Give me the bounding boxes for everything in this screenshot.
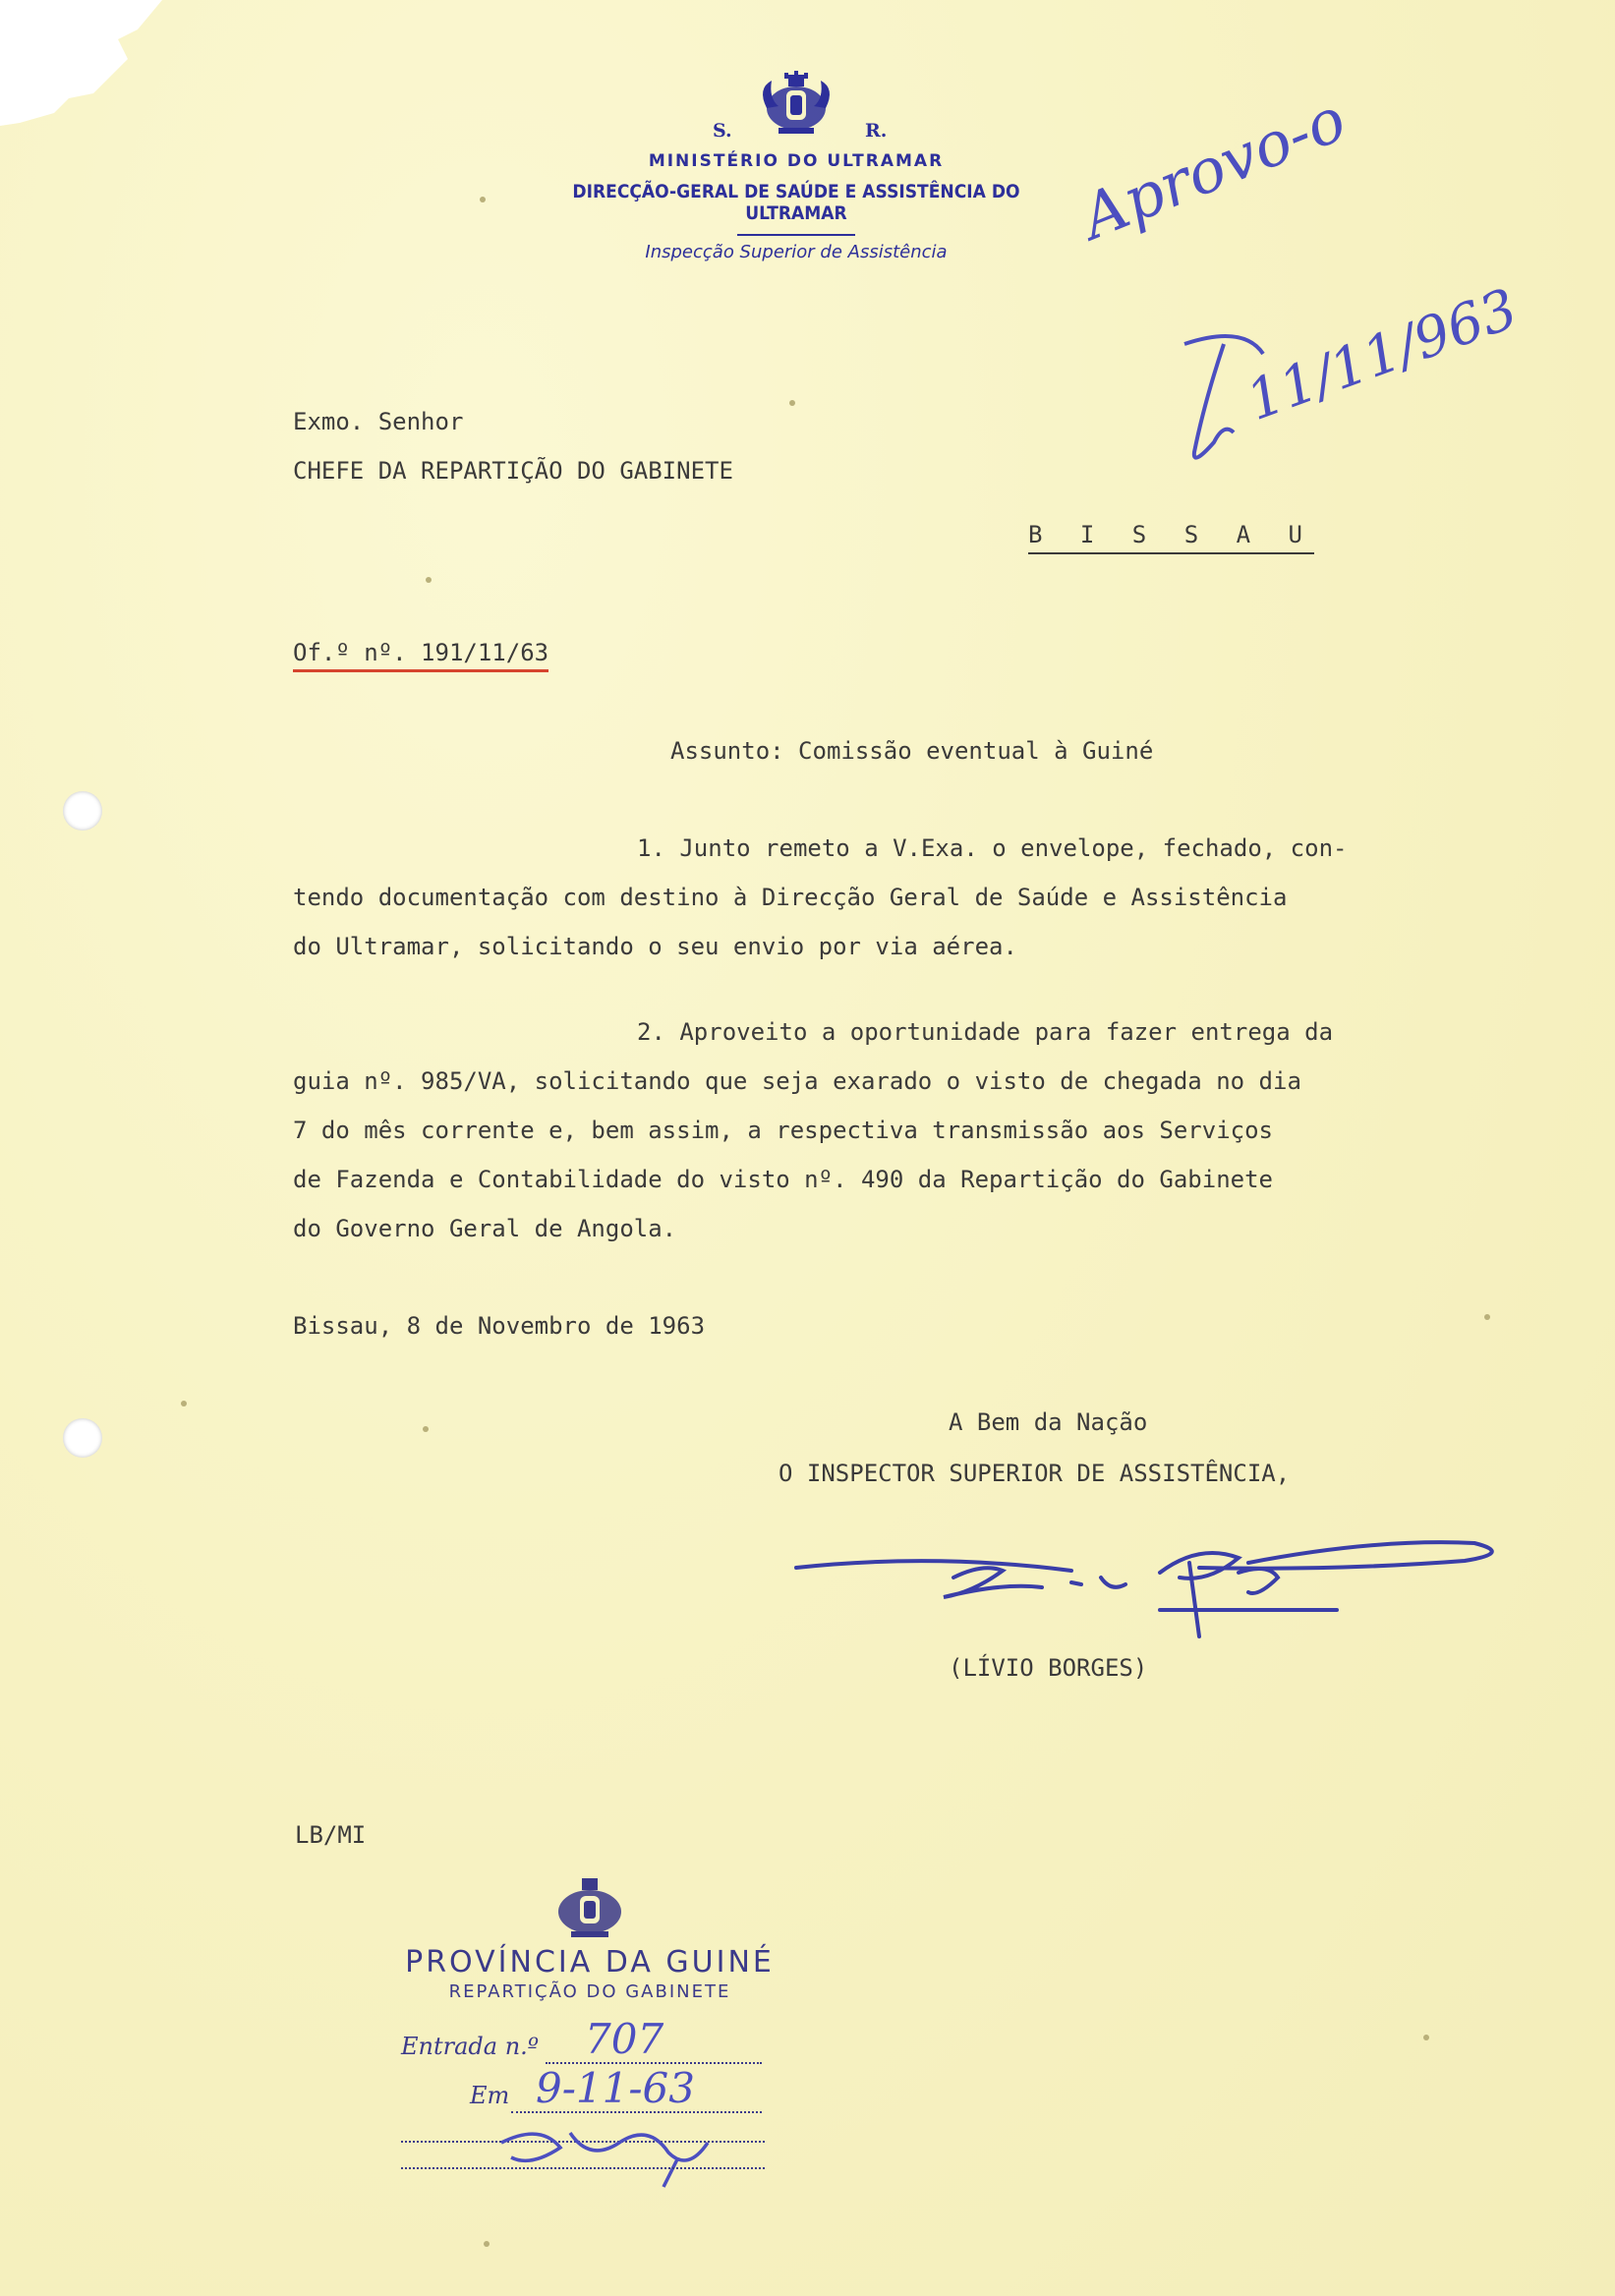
paragraph-2-line-5: do Governo Geral de Angola. [293,1215,677,1242]
letterhead-directorate: DIRECÇÃO-GERAL DE SAÚDE E ASSISTÊNCIA DO ULTRAMAR [572,181,1020,224]
stamp-initials-signature [482,2103,737,2192]
punch-hole-top [63,791,102,831]
paragraph-1-line-1: 1. Junto remeto a V.Exa. o envelope, fechado, con- [637,834,1348,862]
coat-of-arms-icon [757,69,836,140]
salutation: Exmo. Senhor [293,408,464,435]
stamp-bottom-line [401,2167,765,2169]
addressee-office: CHEFE DA REPARTIÇÃO DO GABINETE [293,457,733,485]
paragraph-2-line-3: 7 do mês corrente e, bem assim, a respectiva transmissão aos Serviços [293,1117,1273,1144]
stamp-em-label: Em [470,2082,510,2109]
paper-speck [1484,1314,1490,1320]
punch-hole-bottom [63,1418,102,1458]
reference-number: Of.º nº. 191/11/63 [293,639,548,672]
stamp-entrada-value: 707 [585,2015,664,2063]
paper-speck [480,197,486,202]
paragraph-2-line-2: guia nº. 985/VA, solicitando que seja exarado o visto de chegada no dia [293,1067,1301,1095]
paragraph-2-line-1: 2. Aproveito a oportunidade para fazer entrega da [637,1018,1334,1046]
torn-corner [0,0,167,128]
closing-motto: A Bem da Nação [949,1408,1148,1436]
paragraph-1 [293,824,1541,971]
signatory-name: (LÍVIO BORGES) [949,1654,1148,1682]
paper-speck [484,2241,490,2247]
paragraph-2-line-4: de Fazenda e Contabilidade do visto nº. 490 da Repartição do Gabinete [293,1166,1273,1193]
letterhead-divider [737,234,855,236]
letterhead-r: R. [865,120,888,142]
paper-speck [181,1401,187,1406]
paragraph-1-line-2: tendo documentação com destino à Direcção Geral de Saúde e Assistência [293,884,1288,911]
approval-note-word: Aprovo-o [1071,83,1355,254]
handwritten-signature [786,1523,1504,1651]
letterhead-s: S. [713,120,732,142]
paper-speck [789,400,795,406]
stamp-office: REPARTIÇÃO DO GABINETE [448,1981,731,2002]
letterhead [531,69,1062,262]
signatory-title: O INSPECTOR SUPERIOR DE ASSISTÊNCIA, [779,1460,1291,1487]
paragraph-2 [293,1007,1541,1253]
stamp-province: PROVÍNCIA DA GUINÉ [405,1945,775,1980]
approval-date: 11/11/963 [1239,276,1527,434]
paper-speck [1423,2035,1429,2040]
stamp-crest-icon [546,1872,634,1941]
approval-note [1071,83,1355,253]
stamp-entrada-label: Entrada n.º [401,2033,540,2060]
paragraph-1-line-3: do Ultramar, solicitando o seu envio por via aérea. [293,933,1017,960]
registry-stamp [393,1872,786,2002]
letterhead-ministry: MINISTÉRIO DO ULTRAMAR [648,151,945,171]
paper-speck [423,1426,429,1432]
subject-line: Assunto: Comissão eventual à Guiné [670,737,1154,765]
letterhead-inspection: Inspecção Superior de Assistência [645,242,948,262]
paper-speck [426,577,432,583]
date-line: Bissau, 8 de Novembro de 1963 [293,1312,706,1340]
typist-initials: LB/MI [295,1821,367,1849]
stamp-em-value: 9-11-63 [536,2064,695,2112]
addressee-city: B I S S A U [1028,521,1314,554]
